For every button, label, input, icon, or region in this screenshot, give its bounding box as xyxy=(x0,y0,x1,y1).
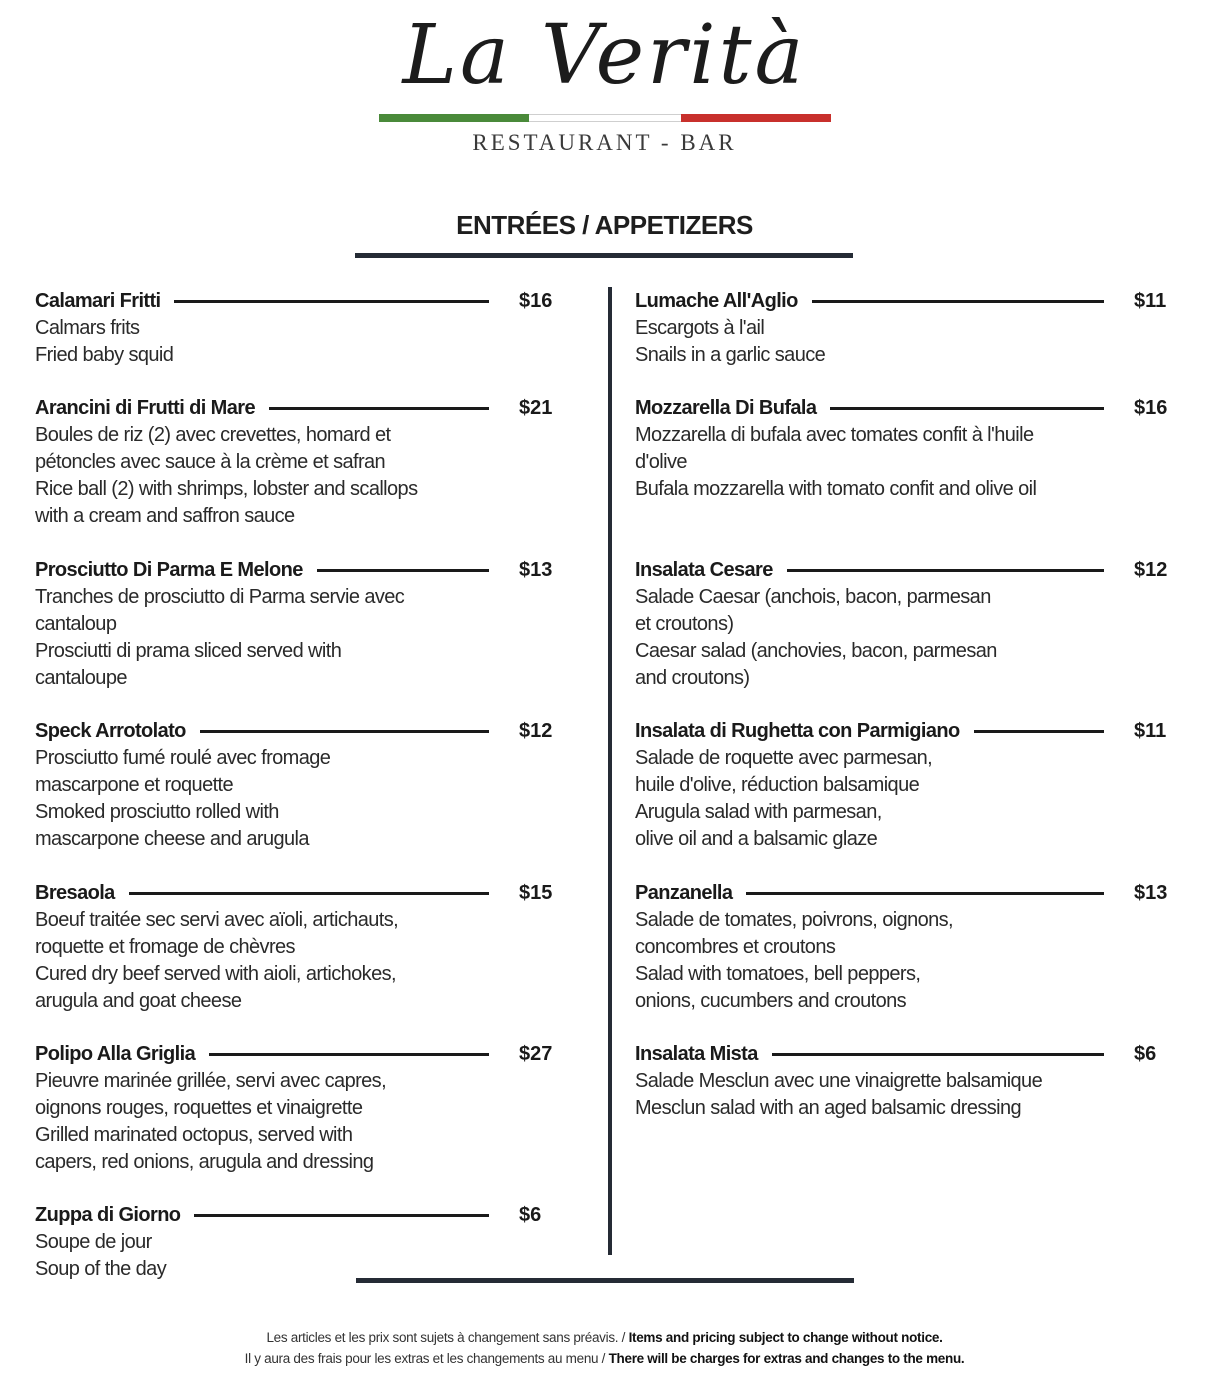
leader-line xyxy=(174,300,489,303)
item-name: Prosciutto Di Parma E Melone xyxy=(35,559,303,581)
logo-script-text: La Verità xyxy=(402,8,807,103)
item-description: Boules de riz (2) avec crevettes, homard et pétoncles avec sauce à la crème et safran Rice ball (2) with shrimps, lobster and scallops with a cream and saffron sauce xyxy=(35,424,418,527)
item-price: $13 xyxy=(519,559,553,581)
footer-charges-fr: Il y aura des frais pour les extras et les changements au menu / xyxy=(244,1351,609,1366)
item-description: Salade de roquette avec parmesan, huile d'olive, réduction balsamique Arugula salad with parmesan, olive oil and a balsamic glaze xyxy=(635,747,933,850)
item-price: $11 xyxy=(1134,720,1167,742)
leader-line xyxy=(787,569,1104,572)
leader-line xyxy=(209,1053,489,1056)
item-name: Insalata Cesare xyxy=(635,559,773,581)
item-description: Salade de tomates, poivrons, oignons, concombres et croutons Salad with tomatoes, bell peppers, onions, cucumbers and croutons xyxy=(635,909,954,1012)
item-price: $16 xyxy=(519,290,553,312)
item-name: Insalata di Rughetta con Parmigiano xyxy=(635,720,960,742)
bottom-divider xyxy=(356,1278,854,1283)
leader-line xyxy=(772,1053,1104,1056)
item-price: $12 xyxy=(1134,559,1168,581)
leader-line xyxy=(269,407,489,410)
item-name: Panzanella xyxy=(635,882,733,904)
footer-notice-line2 xyxy=(0,1351,1209,1366)
item-price: $11 xyxy=(1134,290,1167,312)
flag-stripe-red xyxy=(681,114,831,122)
leader-line xyxy=(974,730,1104,733)
menu-item xyxy=(635,557,1170,692)
item-description: Boeuf traitée sec servi avec aïoli, artichauts, roquette et fromage de chèvres Cured dry beef served with aioli, artichokes, arugula and goat cheese xyxy=(35,909,399,1012)
menu-item xyxy=(35,1041,555,1176)
item-description: Tranches de prosciutto di Parma servie avec cantaloup Prosciutti di prama sliced served with cantaloupe xyxy=(35,586,405,689)
item-name: Speck Arrotolato xyxy=(35,720,186,742)
restaurant-logo xyxy=(0,0,1209,170)
footer-charges-en: There will be charges for extras and changes to the menu. xyxy=(608,1351,965,1366)
menu-item xyxy=(635,1041,1170,1122)
item-description: Salade Mesclun avec une vinaigrette balsamique Mesclun salad with an aged balsamic dressing xyxy=(635,1070,1043,1119)
flag-stripe-white xyxy=(529,114,681,122)
menu-item xyxy=(635,718,1170,853)
leader-line xyxy=(830,407,1104,410)
item-price: $13 xyxy=(1134,882,1168,904)
item-price: $27 xyxy=(519,1043,553,1065)
section-title: ENTRÉES / APPETIZERS xyxy=(456,210,753,240)
menu-item xyxy=(35,718,555,853)
title-divider xyxy=(355,253,853,258)
item-description: Calmars frits Fried baby squid xyxy=(35,317,174,366)
item-price: $21 xyxy=(519,397,553,419)
leader-line xyxy=(746,892,1104,895)
menu-item xyxy=(35,557,555,692)
item-name: Calamari Fritti xyxy=(35,290,161,312)
menu-item xyxy=(635,395,1170,503)
menu-item xyxy=(35,288,555,369)
flag-stripe-green xyxy=(379,114,529,122)
item-price: $12 xyxy=(519,720,553,742)
footer-notice-fr: Les articles et les prix sont sujets à changement sans préavis. / xyxy=(266,1330,629,1345)
item-name: Mozzarella Di Bufala xyxy=(635,397,817,419)
menu-item xyxy=(635,288,1170,369)
leader-line xyxy=(317,569,489,572)
footer-notice-en: Items and pricing subject to change without notice. xyxy=(628,1330,943,1345)
leader-line xyxy=(129,892,489,895)
item-name: Bresaola xyxy=(35,882,115,904)
item-price: $16 xyxy=(1134,397,1168,419)
item-name: Lumache All'Aglio xyxy=(635,290,798,312)
logo-subtitle: RESTAURANT - BAR xyxy=(472,130,737,155)
menu-item xyxy=(35,880,555,1015)
menu-item xyxy=(635,880,1170,1015)
leader-line xyxy=(200,730,489,733)
item-name: Zuppa di Giorno xyxy=(35,1204,181,1226)
item-description: Pieuvre marinée grillée, servi avec capres, oignons rouges, roquettes et vinaigrette Grilled marinated octopus, served with capers, red onions, arugula and dressing xyxy=(35,1070,387,1173)
item-name: Arancini di Frutti di Mare xyxy=(35,397,255,419)
leader-line xyxy=(812,300,1104,303)
item-description: Mozzarella di bufala avec tomates confit à l'huile d'olive Bufala mozzarella with tomato confit and olive oil xyxy=(635,424,1037,500)
item-name: Insalata Mista xyxy=(635,1043,758,1065)
item-description: Prosciutto fumé roulé avec fromage mascarpone et roquette Smoked prosciutto rolled with mascarpone cheese and arugula xyxy=(35,747,331,850)
item-description: Escargots à l'ail Snails in a garlic sauce xyxy=(635,317,826,366)
item-price: $6 xyxy=(519,1204,542,1226)
item-description: Soupe de jour Soup of the day xyxy=(35,1231,167,1280)
leader-line xyxy=(194,1214,489,1217)
item-price: $15 xyxy=(519,882,553,904)
footer-notice-line1 xyxy=(0,1330,1209,1345)
menu-item xyxy=(35,395,555,530)
item-description: Salade Caesar (anchois, bacon, parmesan et croutons) Caesar salad (anchovies, bacon, parmesan and croutons) xyxy=(635,586,997,689)
column-divider xyxy=(608,287,612,1255)
item-name: Polipo Alla Griglia xyxy=(35,1043,196,1065)
item-price: $6 xyxy=(1134,1043,1157,1065)
menu-item xyxy=(35,1202,555,1283)
